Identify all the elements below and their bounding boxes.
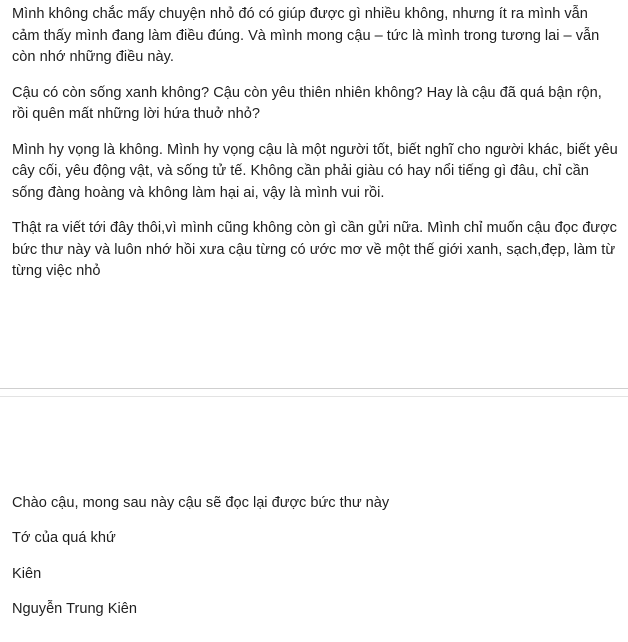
closing-from: Tớ của quá khứ — [12, 530, 116, 547]
letter-body — [12, 4, 618, 297]
signature-full-name: Nguyễn Trung Kiên — [12, 600, 137, 617]
paragraph-2: Cậu có còn sống xanh không? Cậu còn yêu thiên nhiên không? Hay là cậu đã quá bận rộn, rồi quên mất những lời hứa thuở nhỏ? — [12, 84, 602, 122]
paragraph-3: Mình hy vọng là không. Mình hy vọng cậu là một người tốt, biết nghĩ cho người khác, biết yêu cây cối, yêu động vật, và sống tử tế. Không cần phải giàu có hay nổi tiếng gì đâu, chỉ cần sống đàng hoàng và không làm hại ai, vậy là mình vui rồi. — [12, 141, 618, 201]
page-divider — [0, 388, 628, 389]
letter-closing — [12, 493, 618, 634]
paragraph-1: Mình không chắc mấy chuyện nhỏ đó có giúp được gì nhiều không, nhưng ít ra mình vẫn cảm thấy mình đang làm điều đúng. Và mình mong cậu – tức là mình trong tương lai – vẫn còn nhớ những điều này. — [12, 6, 600, 65]
signature-short-name: Kiên — [12, 565, 42, 582]
closing-greeting: Chào cậu, mong sau này cậu sẽ đọc lại được bức thư này — [12, 495, 390, 511]
paragraph-4: Thật ra viết tới đây thôi,vì mình cũng không còn gì cần gửi nữa. Mình chỉ muốn cậu đọc được bức thư này và luôn nhớ hồi xưa cậu từng có ước mơ về một thế giới xanh, sạch,đẹp, làm từ từng việc nhỏ — [12, 220, 617, 279]
page-divider-secondary — [0, 396, 628, 397]
